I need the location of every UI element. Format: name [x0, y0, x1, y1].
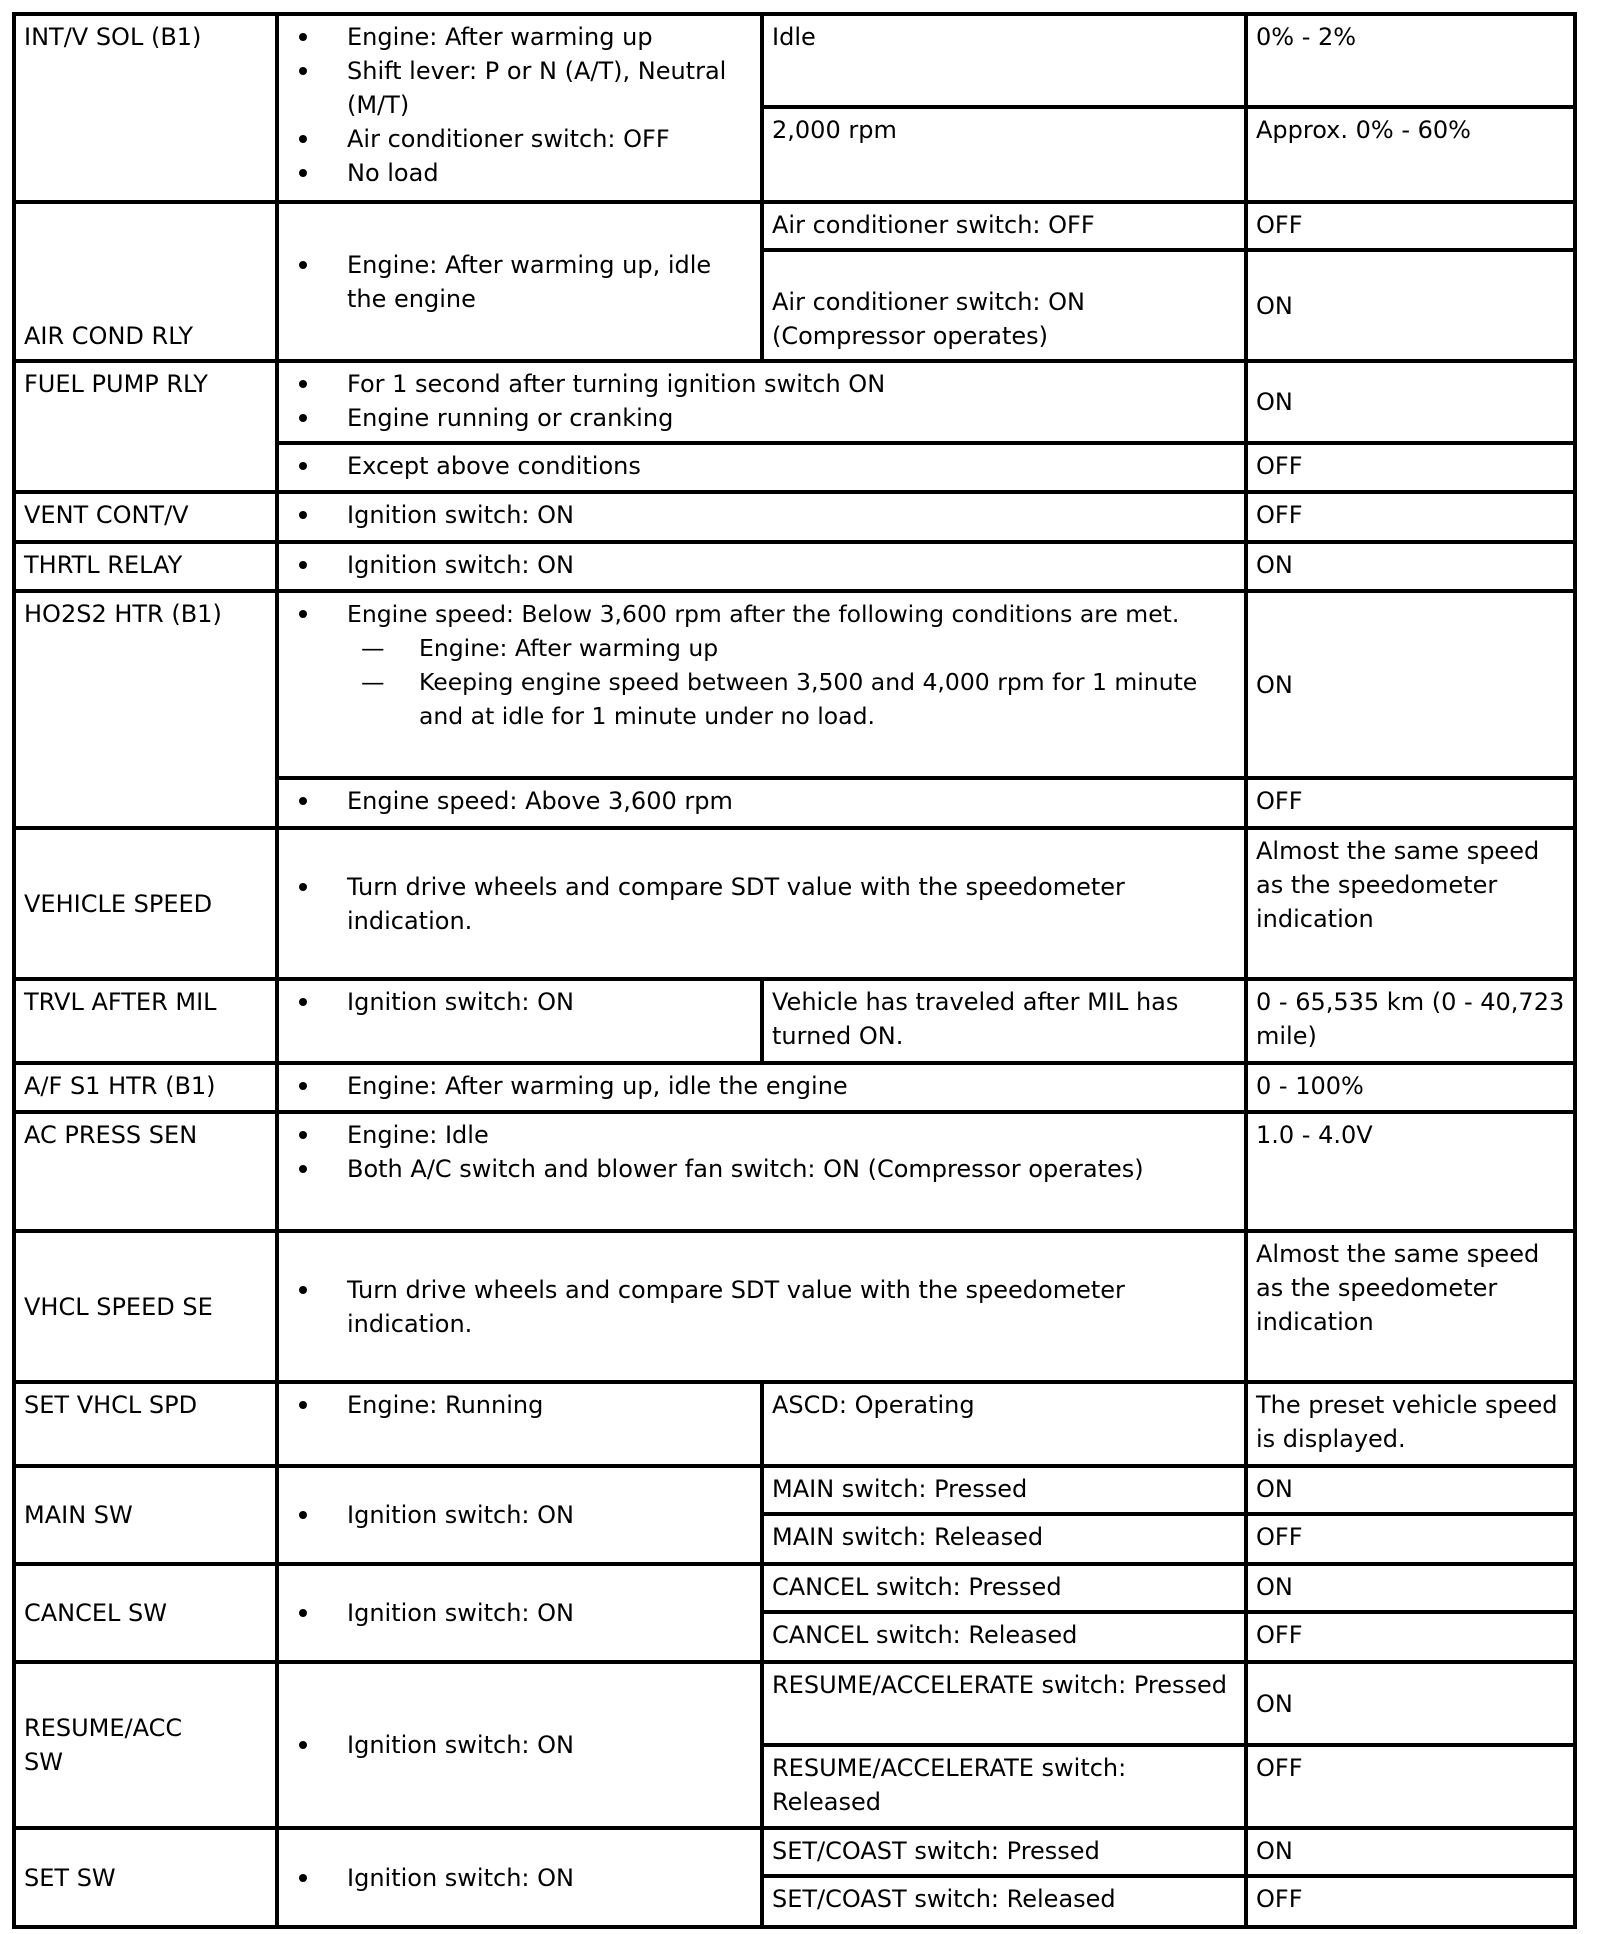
- state-condition: RESUME/ACCELERATE switch: Released: [762, 1745, 1246, 1828]
- specification-value: ON: [1246, 250, 1575, 361]
- item-name: THRTL RELAY: [14, 542, 277, 591]
- item-name: AC PRESS SEN: [14, 1112, 277, 1231]
- condition-bullet: Ignition switch: ON: [347, 1861, 752, 1895]
- table-row: [14, 542, 1575, 591]
- specification-value: The preset vehicle speed is displayed.: [1246, 1382, 1575, 1466]
- state-condition: Air conditioner switch: ON (Compressor operates): [762, 250, 1246, 361]
- specification-value: 0 - 65,535 km (0 - 40,723 mile): [1246, 979, 1575, 1063]
- condition-bullet: Engine: Running: [347, 1388, 752, 1422]
- state-condition: Idle: [762, 14, 1246, 107]
- table-row: [14, 591, 1575, 778]
- data-monitor-spec-table: [12, 12, 1577, 1929]
- specification-value: OFF: [1246, 1612, 1575, 1662]
- table-row: [14, 1466, 1575, 1514]
- specification-value: ON: [1246, 1466, 1575, 1514]
- condition-bullet: Turn drive wheels and compare SDT value with the speedometer indication.: [347, 1273, 1236, 1341]
- conditions: [277, 542, 1246, 591]
- specification-value: 1.0 - 4.0V: [1246, 1112, 1575, 1231]
- conditions: [277, 1382, 762, 1466]
- conditions: [277, 202, 762, 361]
- subcondition-dash: — Engine: After warming up: [353, 631, 1236, 665]
- conditions: [277, 1231, 1246, 1382]
- conditions: [277, 828, 1246, 979]
- condition-bullet: Engine: After warming up: [347, 20, 752, 54]
- item-name: INT/V SOL (B1): [14, 14, 277, 202]
- item-name: RESUME/ACC SW: [14, 1662, 277, 1828]
- conditions: [277, 14, 762, 202]
- conditions: [277, 1564, 762, 1662]
- conditions: [277, 1466, 762, 1564]
- table-row: [14, 828, 1575, 979]
- condition-bullet: Both A/C switch and blower fan switch: ON (Compressor operates): [347, 1152, 1236, 1186]
- specification-value: OFF: [1246, 443, 1575, 492]
- condition-bullet: Ignition switch: ON: [347, 498, 1236, 532]
- item-name: TRVL AFTER MIL: [14, 979, 277, 1063]
- item-name: VENT CONT/V: [14, 492, 277, 542]
- conditions: [277, 1828, 762, 1927]
- state-condition: RESUME/ACCELERATE switch: Pressed: [762, 1662, 1246, 1745]
- condition-bullet: Except above conditions: [347, 449, 1236, 483]
- conditions: [277, 1063, 1246, 1112]
- conditions: [277, 778, 1246, 828]
- condition-bullet: Ignition switch: ON: [347, 985, 752, 1019]
- condition-bullet: Engine: After warming up, idle the engine: [347, 248, 752, 316]
- state-condition: Vehicle has traveled after MIL has turned ON.: [762, 979, 1246, 1063]
- specification-value: ON: [1246, 361, 1575, 443]
- specification-value: ON: [1246, 542, 1575, 591]
- condition-bullet: Shift lever: P or N (A/T), Neutral (M/T): [347, 54, 752, 122]
- item-name: SET SW: [14, 1828, 277, 1927]
- condition-bullet: Engine speed: Above 3,600 rpm: [347, 784, 1236, 818]
- table-row: [14, 1828, 1575, 1876]
- specification-value: OFF: [1246, 202, 1575, 250]
- condition-bullet: No load: [347, 156, 752, 190]
- item-name: CANCEL SW: [14, 1564, 277, 1662]
- table-row: [14, 1112, 1575, 1231]
- item-name: A/F S1 HTR (B1): [14, 1063, 277, 1112]
- state-condition: CANCEL switch: Released: [762, 1612, 1246, 1662]
- conditions: [277, 361, 1246, 443]
- state-condition: ASCD: Operating: [762, 1382, 1246, 1466]
- subcondition-dash: — Keeping engine speed between 3,500 and 4,000 rpm for 1 minute and at idle for 1 minute under no load.: [353, 665, 1236, 733]
- specification-value: OFF: [1246, 1876, 1575, 1927]
- specification-value: ON: [1246, 1564, 1575, 1612]
- specification-value: OFF: [1246, 492, 1575, 542]
- conditions: [277, 492, 1246, 542]
- specification-value: 0% - 2%: [1246, 14, 1575, 107]
- condition-bullet: Air conditioner switch: OFF: [347, 122, 752, 156]
- state-condition: CANCEL switch: Pressed: [762, 1564, 1246, 1612]
- specification-value: OFF: [1246, 1514, 1575, 1564]
- state-condition: 2,000 rpm: [762, 107, 1246, 202]
- specification-value: Almost the same speed as the speedometer indication: [1246, 1231, 1575, 1382]
- condition-bullet: Turn drive wheels and compare SDT value with the speedometer indication.: [347, 870, 1236, 938]
- conditions: [277, 979, 762, 1063]
- item-name: FUEL PUMP RLY: [14, 361, 277, 492]
- item-name: MAIN SW: [14, 1466, 277, 1564]
- condition-bullet: Ignition switch: ON: [347, 1498, 752, 1532]
- state-condition: SET/COAST switch: Pressed: [762, 1828, 1246, 1876]
- item-name: AIR COND RLY: [14, 202, 277, 361]
- condition-bullet: For 1 second after turning ignition switch ON: [347, 367, 1236, 401]
- table-row: [14, 202, 1575, 250]
- table-row: [14, 1564, 1575, 1612]
- item-name: VEHICLE SPEED: [14, 828, 277, 979]
- condition-bullet: Ignition switch: ON: [347, 548, 1236, 582]
- condition-bullet: Engine: Idle: [347, 1118, 1236, 1152]
- condition-bullet: Engine running or cranking: [347, 401, 1236, 435]
- specification-value: Approx. 0% - 60%: [1246, 107, 1575, 202]
- specification-value: OFF: [1246, 778, 1575, 828]
- table-row: [14, 1382, 1575, 1466]
- table-row: [14, 1231, 1575, 1382]
- item-name: VHCL SPEED SE: [14, 1231, 277, 1382]
- specification-value: ON: [1246, 1662, 1575, 1745]
- specification-value: 0 - 100%: [1246, 1063, 1575, 1112]
- item-name: HO2S2 HTR (B1): [14, 591, 277, 828]
- conditions: [277, 591, 1246, 778]
- item-name: SET VHCL SPD: [14, 1382, 277, 1466]
- condition-bullet: Engine speed: Below 3,600 rpm after the following conditions are met.: [347, 597, 1236, 631]
- conditions: [277, 1662, 762, 1828]
- conditions: [277, 443, 1246, 492]
- table-row: [14, 1063, 1575, 1112]
- table-row: [14, 361, 1575, 443]
- table-row: [14, 1662, 1575, 1745]
- condition-bullet: Ignition switch: ON: [347, 1596, 752, 1630]
- table-row: [14, 492, 1575, 542]
- specification-value: OFF: [1246, 1745, 1575, 1828]
- specification-value: Almost the same speed as the speedometer indication: [1246, 828, 1575, 979]
- condition-bullet: Ignition switch: ON: [347, 1728, 752, 1762]
- state-condition: MAIN switch: Pressed: [762, 1466, 1246, 1514]
- specification-value: ON: [1246, 1828, 1575, 1876]
- conditions: [277, 1112, 1246, 1231]
- state-condition: SET/COAST switch: Released: [762, 1876, 1246, 1927]
- table-row: [14, 979, 1575, 1063]
- condition-bullet: Engine: After warming up, idle the engine: [347, 1069, 1236, 1103]
- state-condition: MAIN switch: Released: [762, 1514, 1246, 1564]
- table-row: [14, 14, 1575, 107]
- state-condition: Air conditioner switch: OFF: [762, 202, 1246, 250]
- specification-value: ON: [1246, 591, 1575, 778]
